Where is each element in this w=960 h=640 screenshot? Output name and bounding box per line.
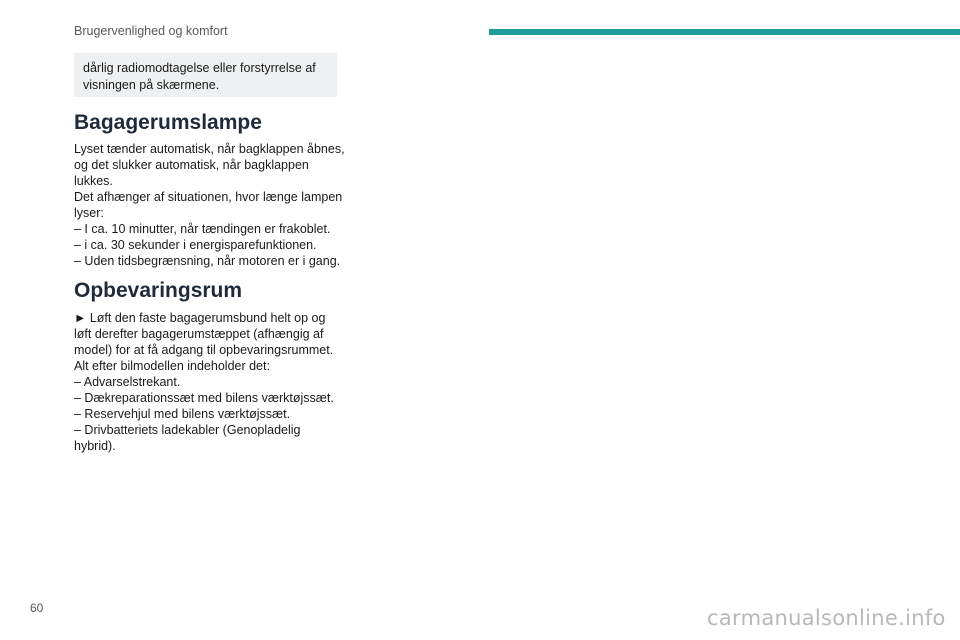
body-line: model) for at få adgang til opbevaringsrummet. bbox=[74, 343, 334, 357]
section-bagagerumslampe bbox=[74, 110, 354, 269]
list-item: – Reservehjul med bilens værktøjssæt. bbox=[74, 407, 291, 421]
header-accent-bar bbox=[489, 29, 960, 35]
list-item: – Advarselstrekant. bbox=[74, 375, 181, 389]
body-line: Alt efter bilmodellen indeholder det: bbox=[74, 359, 270, 373]
list-item: – i ca. 30 sekunder i energisparefunktionen. bbox=[74, 238, 317, 252]
main-content bbox=[74, 110, 354, 454]
body-line: løft derefter bagagerumstæppet (afhængig af bbox=[74, 327, 324, 341]
note-line: visningen på skærmene. bbox=[83, 78, 220, 92]
body-line: lukkes. bbox=[74, 174, 113, 188]
section-heading: Opbevaringsrum bbox=[74, 279, 243, 302]
body-line: hybrid). bbox=[74, 439, 116, 453]
body-line: Lyset tænder automatisk, når bagklappen åbnes, bbox=[74, 142, 345, 156]
list-item: – Uden tidsbegrænsning, når motoren er i gang. bbox=[74, 254, 341, 268]
instruction-line: ► Løft den faste bagagerumsbund helt op og bbox=[74, 311, 326, 325]
body-line: lyser: bbox=[74, 206, 104, 220]
page-number: 60 bbox=[30, 601, 44, 615]
note-box bbox=[74, 53, 337, 97]
list-item: – I ca. 10 minutter, når tændingen er frakoblet. bbox=[74, 222, 331, 236]
section-heading: Bagagerumslampe bbox=[74, 111, 262, 134]
watermark-text: carmanualsonline.info bbox=[707, 606, 946, 630]
section-opbevaringsrum bbox=[74, 278, 354, 454]
note-line: dårlig radiomodtagelse eller forstyrrelse af bbox=[83, 61, 316, 75]
body-line: Det afhænger af situationen, hvor længe lampen bbox=[74, 190, 343, 204]
body-line: og det slukker automatisk, når bagklappen bbox=[74, 158, 309, 172]
running-header: Brugervenlighed og komfort bbox=[74, 24, 228, 38]
list-item: – Drivbatteriets ladekabler (Genopladelig bbox=[74, 423, 301, 437]
list-item: – Dækreparationssæt med bilens værktøjssæt. bbox=[74, 391, 334, 405]
